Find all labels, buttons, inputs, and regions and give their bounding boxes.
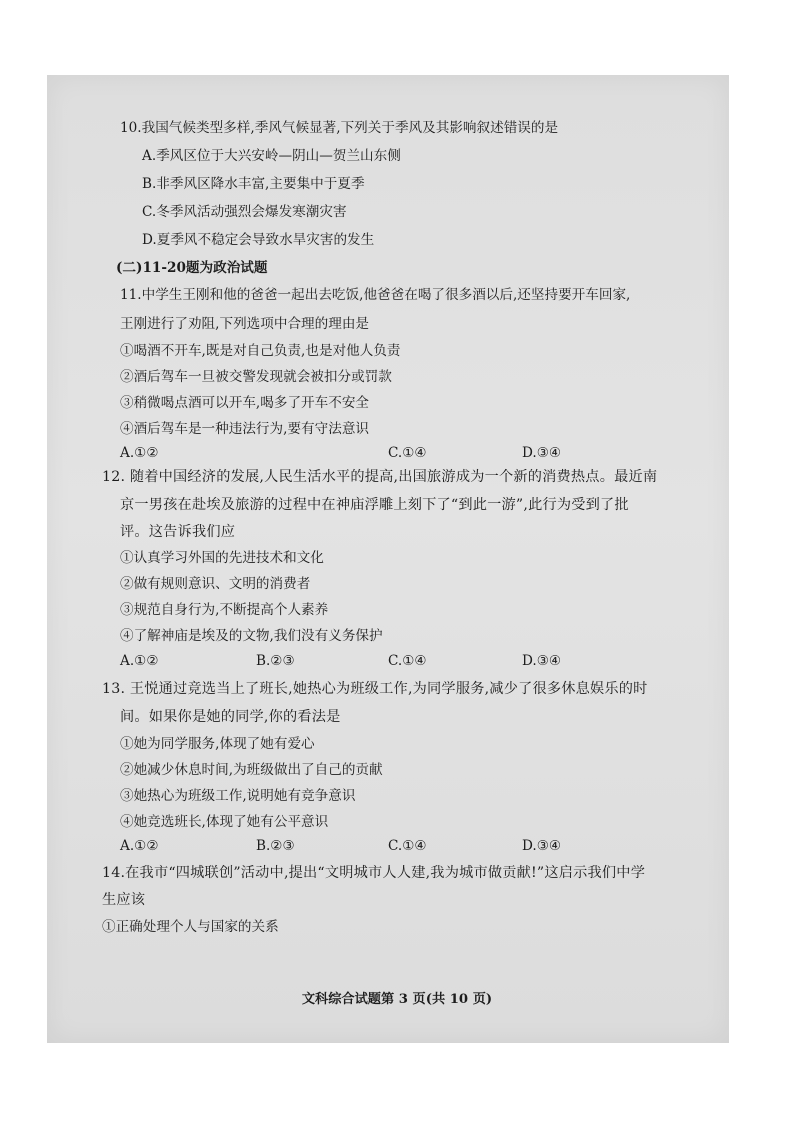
question-11-choice-d: D.③④ bbox=[522, 445, 562, 461]
question-13-stem-line-2: 间。如果你是她的同学,你的看法是 bbox=[120, 709, 341, 725]
question-14-stem-line-1: 14.在我市“四城联创”活动中,提出“文明城市人人建,我为城市做贡献!”这启示我们中学 bbox=[102, 865, 646, 881]
question-11-choice-c: C.①④ bbox=[388, 445, 427, 461]
question-11-stem-line-1: 11.中学生王刚和他的爸爸一起出去吃饭,他爸爸在喝了很多酒以后,还坚持要开车回家, bbox=[120, 287, 631, 303]
question-12-stem-line-1: 12. 随着中国经济的发展,人民生活水平的提高,出国旅游成为一个新的消费热点。最近南 bbox=[102, 469, 658, 485]
question-12-choice-b: B.②③ bbox=[256, 653, 295, 669]
question-10-option-a: A.季风区位于大兴安岭—阴山—贺兰山东侧 bbox=[142, 148, 401, 164]
question-10-option-c: C.冬季风活动强烈会爆发寒潮灾害 bbox=[142, 204, 347, 220]
question-13-choice-c: C.①④ bbox=[388, 838, 427, 854]
question-13-statement-1: ①她为同学服务,体现了她有爱心 bbox=[120, 736, 315, 752]
question-12-choice-a: A.①② bbox=[120, 653, 159, 669]
question-12-stem-line-2: 京一男孩在赴埃及旅游的过程中在神庙浮雕上刻下了“到此一游”,此行为受到了批 bbox=[120, 497, 629, 513]
question-14-statement-1: ①正确处理个人与国家的关系 bbox=[102, 919, 279, 935]
question-14-stem-line-2: 生应该 bbox=[102, 892, 146, 908]
page-footer: 文科综合试题第 3 页(共 10 页) bbox=[301, 992, 493, 1007]
question-13-statement-2: ②她减少休息时间,为班级做出了自己的贡献 bbox=[120, 762, 383, 778]
question-10-option-d: D.夏季风不稳定会导致水旱灾害的发生 bbox=[142, 232, 375, 248]
question-13-stem-line-1: 13. 王悦通过竞选当上了班长,她热心为班级工作,为同学服务,减少了很多休息娱乐的时 bbox=[102, 681, 648, 697]
question-12-statement-2: ②做有规则意识、文明的消费者 bbox=[120, 576, 311, 592]
question-12-statement-1: ①认真学习外国的先进技术和文化 bbox=[120, 550, 324, 566]
question-11-stem-line-2: 王刚进行了劝阻,下列选项中合理的理由是 bbox=[120, 316, 370, 332]
question-12-choice-d: D.③④ bbox=[522, 653, 562, 669]
question-12-statement-4: ④了解神庙是埃及的文物,我们没有义务保护 bbox=[120, 628, 383, 644]
question-12-statement-3: ③规范自身行为,不断提高个人素养 bbox=[120, 602, 329, 618]
question-11-statement-2: ②酒后驾车一旦被交警发现就会被扣分或罚款 bbox=[120, 369, 392, 385]
question-13-choice-d: D.③④ bbox=[522, 838, 562, 854]
question-13-statement-3: ③她热心为班级工作,说明她有竞争意识 bbox=[120, 788, 356, 804]
question-13-choice-b: B.②③ bbox=[256, 838, 295, 854]
question-10-option-b: B.非季风区降水丰富,主要集中于夏季 bbox=[142, 176, 365, 192]
section-heading: (二)11-20题为政治试题 bbox=[116, 260, 268, 276]
question-13-choice-a: A.①② bbox=[120, 838, 159, 854]
question-12-stem-line-3: 评。这告诉我们应 bbox=[120, 524, 236, 540]
question-12-choice-c: C.①④ bbox=[388, 653, 427, 669]
question-11-statement-3: ③稍微喝点酒可以开车,喝多了开车不安全 bbox=[120, 395, 370, 411]
question-11-statement-4: ④酒后驾车是一种违法行为,要有守法意识 bbox=[120, 421, 370, 437]
question-11-statement-1: ①喝酒不开车,既是对自己负责,也是对他人负责 bbox=[120, 343, 401, 359]
question-13-statement-4: ④她竞选班长,体现了她有公平意识 bbox=[120, 814, 329, 830]
question-11-choice-a: A.①② bbox=[120, 445, 159, 461]
question-10-stem: 10.我国气候类型多样,季风气候显著,下列关于季风及其影响叙述错误的是 bbox=[120, 120, 559, 136]
